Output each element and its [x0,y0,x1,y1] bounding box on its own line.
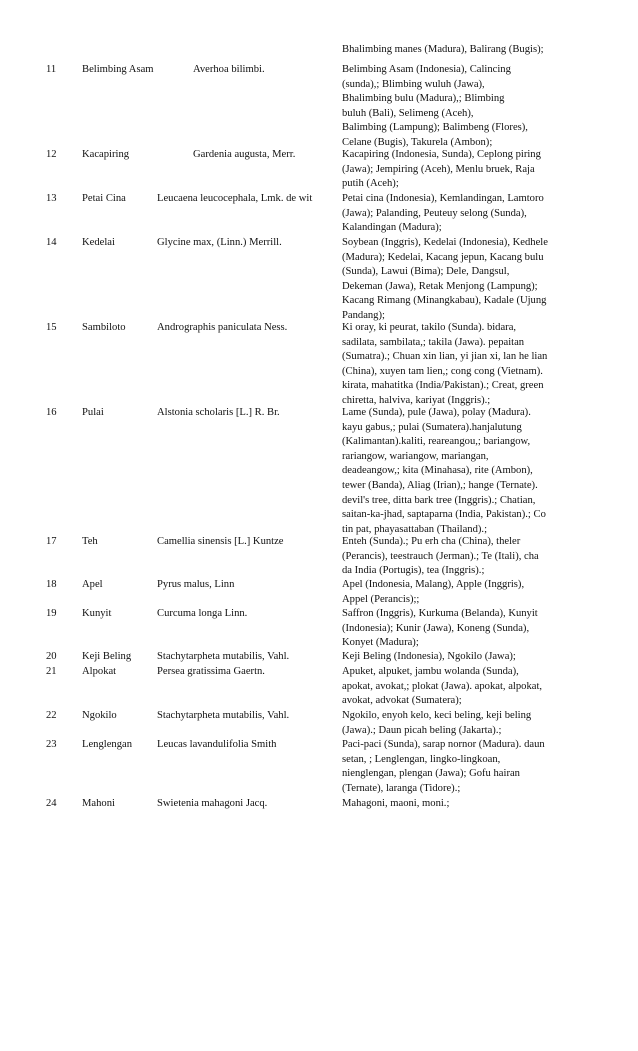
local-name-line: (Jawa).; Daun picah beling (Jakarta).; [342,724,502,736]
local-name-line: tin pat, phayasattaban (Thailand).; [342,523,488,535]
local-names [342,406,592,537]
local-name-line: (Indonesia); Kunir (Jawa), Koneng (Sunda), [342,622,530,634]
local-names [342,797,592,812]
scientific-name: Leucas lavandulifolia Smith [157,739,277,750]
local-name-line: Mahagoni, maoni, moni.; [342,798,450,809]
row-number: 16 [46,407,57,418]
scientific-name: Gardenia augusta, Merr. [193,149,296,160]
scientific-name: Pyrus malus, Linn [157,579,235,590]
local-names [342,236,592,324]
local-name-line: Paci-paci (Sunda), sarap nornor (Madura). daun [342,739,545,750]
scientific-name: Curcuma longa Linn. [157,608,248,619]
local-name-line: Keji Beling (Indonesia), Ngokilo (Jawa); [342,651,516,662]
local-name-line: (China), xuyen tam lien,; cong cong (Vietnam). [342,365,543,377]
local-name-line: Saffron (Inggris), Kurkuma (Belanda), Kunyit [342,608,538,619]
common-name: Apel [82,579,103,590]
row-number: 20 [46,651,57,662]
row-number: 22 [46,710,57,721]
local-name-line: Enteh (Sunda).; Pu erh cha (China), theler [342,536,521,547]
local-names [342,63,592,151]
row-number: 14 [46,237,57,248]
common-name: Lenglengan [82,739,133,750]
local-name-line: buluh (Bali), Selimeng (Aceh), [342,107,474,119]
local-names [342,709,592,738]
local-name-line: Ki oray, ki peurat, takilo (Sunda). bidara, [342,322,517,333]
local-name-line: (sunda),; Blimbing wuluh (Jawa), [342,78,485,90]
local-name-line: putih (Aceh); [342,178,399,190]
local-name-line: apokat, avokat,; plokat (Jawa). apokat, alpokat, [342,680,543,692]
row-number: 11 [46,64,57,75]
common-name: Kacapiring [82,149,130,160]
local-names [342,535,592,579]
local-name-line: kirata, mahatitka (India/Pakistan).; Creat, green [342,380,544,392]
row-number: 19 [46,608,57,619]
local-names [342,665,592,709]
local-names [342,321,592,409]
row-number: 24 [46,798,57,809]
scientific-name: Andrographis paniculata Ness. [157,322,288,333]
local-name-line: (Sunda), Lawui (Bima); Dele, Dangsul, [342,266,510,278]
row-number: 12 [46,149,57,160]
local-name-line: saitan-ka-jhad, saptaparna (India, Pakistan).; Co [342,509,546,521]
local-name-line: (Jawa); Palanding, Peuteuy selong (Sunda), [342,207,527,219]
scientific-name: Camellia sinensis [L.] Kuntze [157,536,284,547]
row-number: 23 [46,739,57,750]
local-names [342,43,592,58]
scientific-name: Leucaena leucocephala, Lmk. de wit [157,193,313,204]
local-name-line: (Ternate), laranga (Tidore).; [342,782,461,794]
local-name-line: Petai cina (Indonesia), Kemlandingan, Lamtoro [342,193,544,204]
local-name-line: (Perancis), teestrauch (Jerman).; Te (Itali), cha [342,550,539,562]
local-name-line: kayu gabus,; pulai (Sumatera).hanjalutung [342,421,522,433]
local-name-line: (Kalimantan).kaliti, reareangou,; bariangow, [342,436,531,448]
local-name-line: deadeangow,; kita (Minahasa), rite (Ambon), [342,465,533,477]
local-name-line: Kalandingan (Madura); [342,222,442,234]
common-name: Sambiloto [82,322,126,333]
local-names [342,148,592,192]
local-name-line: (Sumatra).; Chuan xin lian, yi jian xi, lan he lian [342,351,548,363]
common-name: Kedelai [82,237,115,248]
scientific-name: Alstonia scholaris [L.] R. Br. [157,407,280,418]
row-number: 13 [46,193,57,204]
local-name-line: Bhalimbing manes (Madura), Balirang (Bugis); [342,44,544,55]
local-name-line: da India (Portugis), tea (Inggris).; [342,565,485,577]
local-name-line: Konyet (Madura); [342,637,419,649]
scientific-name: Stachytarpheta mutabilis, Vahl. [157,710,290,721]
local-names [342,650,592,665]
common-name: Ngokilo [82,710,117,721]
local-name-line: (Jawa); Jempiring (Aceh), Menlu bruek, Raja [342,163,535,175]
common-name: Keji Beling [82,651,132,662]
scientific-name: Swietenia mahagoni Jacq. [157,798,268,809]
scientific-name: Persea gratissima Gaertn. [157,666,265,677]
scientific-name: Glycine max, (Linn.) Merrill. [157,237,282,248]
local-name-line: nienglengan, plengan (Jawa); Gofu hairan [342,768,520,780]
local-name-line: Belimbing Asam (Indonesia), Calincing [342,64,511,75]
local-name-line: sadilata, sambilata,; takila (Jawa). pepaitan [342,336,525,348]
local-name-line: Kacapiring (Indonesia, Sunda), Ceplong piring [342,149,541,160]
scientific-name: Averhoa bilimbi. [193,64,265,75]
local-name-line: setan, ; Lenglengan, lingko-lingkoan, [342,753,501,765]
local-name-line: Ngokilo, enyoh kelo, keci beling, keji beling [342,710,532,721]
local-names [342,578,592,607]
local-name-line: Lame (Sunda), pule (Jawa), polay (Madura). [342,407,531,418]
local-name-line: tewer (Banda), Aliag (Irian),; hange (Ternate). [342,479,538,491]
local-name-line: Pandang); [342,309,385,321]
local-name-line: Balimbing (Lampung); Balimbeng (Flores), [342,122,528,134]
local-name-line: Bhalimbing bulu (Madura),; Blimbing [342,93,505,105]
local-name-line: Celane (Bugis), Takurela (Ambon); [342,136,493,148]
local-name-line: Kacang Rimang (Minangkabau), Kadale (Ujung [342,295,547,307]
common-name: Petai Cina [82,193,126,204]
scientific-name: Stachytarpheta mutabilis, Vahl. [157,651,290,662]
local-names [342,607,592,651]
row-number: 18 [46,579,57,590]
local-name-line: rariangow, wariangow, mariangan, [342,450,489,462]
local-name-line: Dekeman (Jawa), Retak Menjong (Lampung); [342,280,538,292]
local-names [342,192,592,236]
local-name-line: Apuket, alpuket, jambu wolanda (Sunda), [342,666,519,677]
common-name: Alpokat [82,666,117,677]
local-name-line: (Madura); Kedelai, Kacang jepun, Kacang bulu [342,251,544,263]
local-name-line: avokat, advokat (Sumatera); [342,695,462,707]
local-name-line: Appel (Perancis);; [342,593,420,605]
common-name: Pulai [82,407,104,418]
row-number: 15 [46,322,57,333]
common-name: Mahoni [82,798,115,809]
row-number: 21 [46,666,57,677]
local-name-line: Apel (Indonesia, Malang), Apple (Inggris), [342,579,525,590]
common-name: Kunyit [82,608,112,619]
local-names [342,738,592,796]
common-name: Belimbing Asam [82,64,154,75]
common-name: Teh [82,536,98,547]
local-name-line: chiretta, halviva, kariyat (Inggris).; [342,394,491,406]
local-name-line: Soybean (Inggris), Kedelai (Indonesia), Kedhele [342,237,548,248]
local-name-line: devil's tree, ditta bark tree (Inggris).; Chatian, [342,494,536,506]
row-number: 17 [46,536,57,547]
